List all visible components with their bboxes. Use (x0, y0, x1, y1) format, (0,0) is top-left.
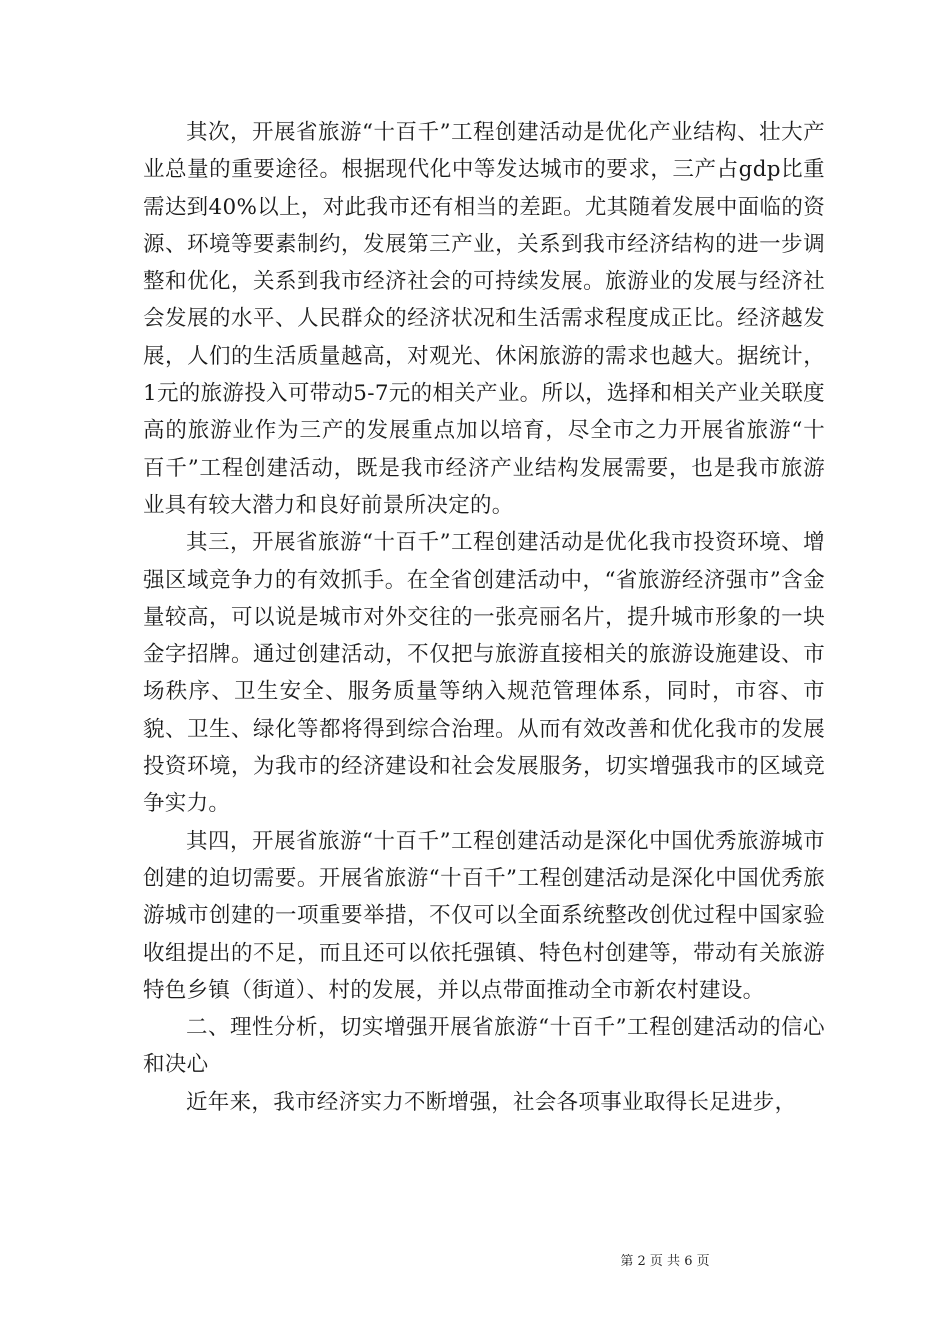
document-body (143, 114, 825, 1121)
paragraph-third-point: 其三，开展省旅游“十百千”工程创建活动是优化我市投资环境、增强区域竞争力的有效抓手。在全省创建活动中，“省旅游经济强市”含金量较高，可以说是城市对外交往的一张亮丽名片，提升城市形象的一块金字招牌。通过创建活动，不仅把与旅游直接相关的旅游设施建设、市场秩序、卫生安全、服务质量等纳入规范管理体系，同时，市容、市貌、卫生、绿化等都将得到综合治理。从而有效改善和优化我市的发展投资环境，为我市的经济建设和社会发展服务，切实增强我市的区域竞争实力。 (143, 530, 825, 817)
section-heading: 二、理性分析，切实增强开展省旅游“十百千”工程创建活动的信心和决心 (143, 1015, 825, 1078)
paragraph-fourth-point: 其四，开展省旅游“十百千”工程创建活动是深化中国优秀旅游城市创建的迫切需要。开展省旅游“十百千”工程创建活动是深化中国优秀旅游城市创建的一项重要举措，不仅可以全面系统整改创优过程中国家验收组提出的不足，而且还可以依托强镇、特色村创建等，带动有关旅游特色乡镇（街道）、村的发展，并以点带面推动全市新农村建设。 (143, 828, 825, 1003)
paragraph-second-point: 其次，开展省旅游“十百千”工程创建活动是优化产业结构、壮大产业总量的重要途径。根据现代化中等发达城市的要求，三产占gdp比重需达到40%以上，对此我市还有相当的差距。尤其随着发展中面临的资源、环境等要素制约，发展第三产业，关系到我市经济结构的进一步调整和优化，关系到我市经济社会的可持续发展。旅游业的发展与经济社会发展的水平、人民群众的经济状况和生活需求程度成正比。经济越发展，人们的生活质量越高，对观光、休闲旅游的需求也越大。据统计，1元的旅游投入可带动5-7元的相关产业。所以，选择和相关产业关联度高的旅游业作为三产的发展重点加以培育，尽全市之力开展省旅游“十百千”工程创建活动，既是我市经济产业结构发展需要，也是我市旅游业具有较大潜力和良好前景所决定的。 (143, 120, 825, 518)
paragraph-recent-years: 近年来，我市经济实力不断增强，社会各项事业取得长足进步， (186, 1089, 797, 1115)
page-number-footer: 第 2 页 共 6 页 (620, 1254, 710, 1269)
